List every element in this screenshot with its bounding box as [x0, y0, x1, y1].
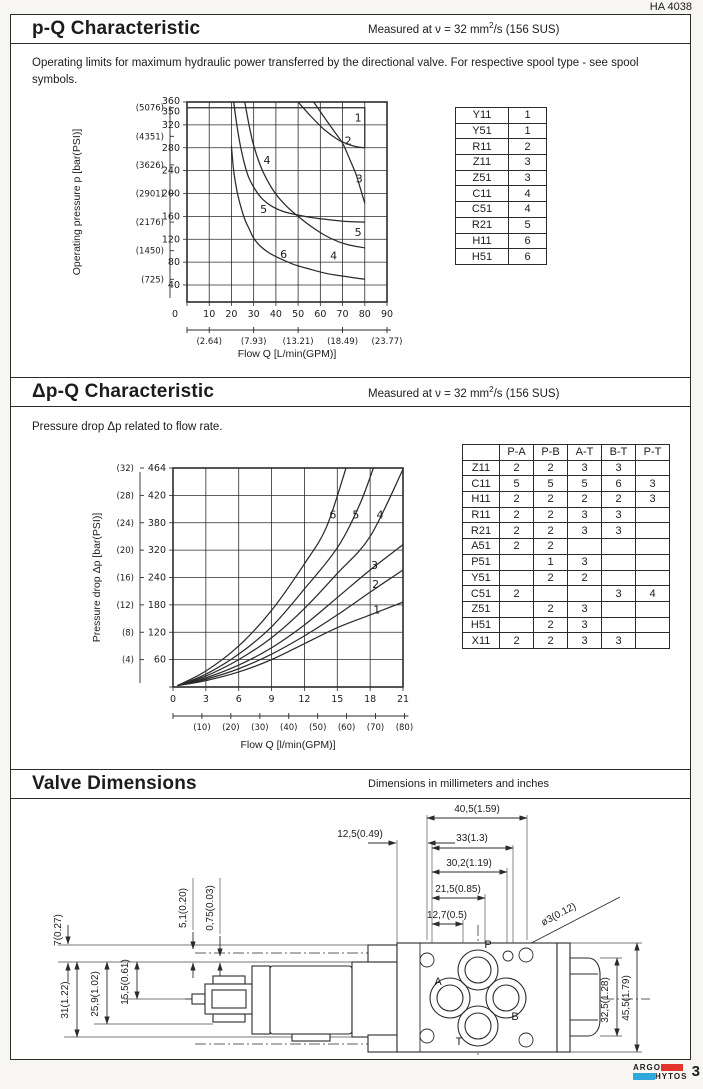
svg-text:(28): (28): [116, 491, 134, 502]
svg-text:50: 50: [292, 309, 305, 320]
table-cell: C11: [456, 186, 509, 202]
svg-text:(10): (10): [193, 723, 211, 733]
table-cell: 5: [500, 476, 534, 492]
chart-axis-titles: [71, 129, 336, 360]
table-header-cell: A-T: [568, 445, 602, 461]
svg-text:6: 6: [280, 248, 288, 262]
svg-text:350: 350: [161, 106, 180, 118]
table-row: [456, 123, 547, 139]
svg-text:4: 4: [263, 153, 271, 167]
table-cell: 2: [534, 507, 568, 523]
svg-text:120: 120: [147, 627, 166, 639]
table-cell: H11: [456, 233, 509, 249]
table-cell: 6: [602, 476, 636, 492]
table-row: [463, 460, 670, 476]
table-cell: Y51: [463, 570, 500, 586]
table-header-cell: P-B: [534, 445, 568, 461]
svg-text:80: 80: [358, 309, 371, 320]
svg-text:4: 4: [330, 249, 338, 263]
logo-blue-block: [633, 1073, 655, 1080]
svg-text:(2901): (2901): [135, 189, 164, 200]
table-cell: 2: [500, 539, 534, 555]
chart-axis-labels: [162, 96, 393, 320]
section-title-pq: p-Q Characteristic: [32, 17, 201, 39]
chart-secondary-y-axis: [170, 106, 174, 298]
chart-secondary-y-axis: [140, 468, 144, 683]
table-row: [463, 523, 670, 539]
table-cell: 1: [509, 123, 547, 139]
svg-text:60: 60: [153, 654, 166, 666]
table-cell: [636, 507, 670, 523]
measured-note-pq: [368, 21, 559, 36]
table-cell: [602, 601, 636, 617]
dim-label: 40,5(1.59): [454, 804, 500, 815]
dp_table: [462, 444, 670, 649]
table-header-cell: [463, 445, 500, 461]
table-cell: 5: [509, 217, 547, 233]
table-cell: [636, 554, 670, 570]
svg-text:360: 360: [161, 96, 180, 107]
svg-text:180: 180: [147, 599, 166, 611]
table-cell: [636, 523, 670, 539]
table-cell: 6: [509, 233, 547, 249]
dim-label: 30,2(1.19): [446, 858, 492, 869]
table-header-cell: B-T: [602, 445, 636, 461]
svg-text:Pressure drop Δp [bar(PSI)]: Pressure drop Δp [bar(PSI)]: [91, 512, 103, 643]
table-cell: 2: [500, 633, 534, 649]
table-cell: 2: [534, 492, 568, 508]
port-label-t: T: [455, 1036, 463, 1048]
chart-secondary-x-axis: [173, 713, 408, 719]
svg-text:(4351): (4351): [135, 132, 164, 143]
svg-text:(50): (50): [308, 723, 327, 733]
table-cell: [500, 601, 534, 617]
table-cell: 3: [602, 507, 636, 523]
svg-text:(16): (16): [116, 573, 134, 584]
table-cell: 3: [602, 586, 636, 602]
table-cell: 2: [534, 617, 568, 633]
section-header-pq: [10, 14, 691, 44]
table-cell: 2: [568, 492, 602, 508]
svg-text:5: 5: [352, 508, 360, 522]
svg-text:90: 90: [380, 309, 394, 320]
chart-curve-2: [177, 570, 403, 686]
measured-pre: Measured at ν = 32 mm: [368, 23, 490, 36]
table-cell: 2: [534, 601, 568, 617]
svg-text:12: 12: [298, 694, 311, 705]
svg-text:160: 160: [161, 211, 180, 223]
table-row: [456, 217, 547, 233]
svg-text:(70): (70): [366, 723, 385, 733]
table-header-cell: P-A: [500, 445, 534, 461]
table-cell: 4: [509, 186, 547, 202]
svg-text:30: 30: [247, 309, 260, 320]
table-cell: [568, 586, 602, 602]
table-cell: H51: [456, 249, 509, 265]
table-cell: [500, 617, 534, 633]
table-row: [463, 570, 670, 586]
doc-number: HA 4038: [649, 1, 692, 13]
svg-text:(20): (20): [116, 546, 134, 557]
chart-curve-5: [177, 468, 373, 686]
table-cell: [636, 601, 670, 617]
svg-text:10: 10: [203, 309, 216, 320]
table-cell: 1: [509, 108, 547, 124]
table-cell: Y51: [456, 123, 509, 139]
brand-name-bottom: HYTOS: [655, 1071, 688, 1081]
measured-post: /s (156 SUS): [493, 23, 560, 36]
svg-text:120: 120: [161, 234, 180, 246]
svg-text:(24): (24): [116, 518, 134, 529]
svg-text:(4): (4): [121, 655, 134, 666]
dpq-chart: [30, 440, 450, 765]
svg-text:(12): (12): [116, 600, 134, 611]
svg-text:380: 380: [147, 517, 166, 529]
svg-text:200: 200: [161, 188, 180, 200]
svg-text:(20): (20): [222, 723, 240, 733]
table-cell: 5: [534, 476, 568, 492]
table-cell: R11: [456, 139, 509, 155]
table-row: [463, 507, 670, 523]
pq-description: Operating limits for maximum hydraulic power transferred by the directional valve. For respective spool type - see spool symbols.: [32, 57, 639, 86]
table-cell: P51: [463, 554, 500, 570]
table-cell: 2: [568, 570, 602, 586]
svg-text:80: 80: [167, 257, 180, 269]
valve-subtitle: Dimensions in millimeters and inches: [368, 778, 549, 790]
dim-label: 12,5(0.49): [337, 829, 383, 840]
port-label-a: A: [434, 976, 442, 988]
table-cell: 3: [602, 633, 636, 649]
table-cell: [534, 586, 568, 602]
measured-sup: 2: [489, 384, 494, 394]
svg-text:(13.21): (13.21): [282, 337, 314, 347]
dim-label: 45,5(1.79): [621, 975, 632, 1021]
table-cell: [602, 539, 636, 555]
table-cell: 6: [509, 249, 547, 265]
table-cell: R21: [463, 523, 500, 539]
table-cell: 2: [602, 492, 636, 508]
chart-curve-4: [245, 102, 365, 248]
svg-text:1: 1: [354, 111, 362, 125]
table-cell: C51: [463, 586, 500, 602]
page-number: 3: [691, 1063, 700, 1080]
svg-text:0: 0: [169, 694, 177, 705]
dim-label: 5,1(0.20): [178, 887, 189, 929]
svg-text:18: 18: [364, 694, 377, 705]
svg-text:(2176): (2176): [135, 218, 164, 229]
svg-text:320: 320: [161, 119, 180, 131]
table-cell: 5: [568, 476, 602, 492]
table-row: [463, 617, 670, 633]
measured-sup: 2: [489, 21, 494, 31]
svg-text:(3626): (3626): [135, 160, 164, 171]
table-cell: [636, 617, 670, 633]
svg-text:40: 40: [269, 309, 282, 320]
table-cell: 3: [509, 170, 547, 186]
measured-pre: Measured at ν = 32 mm: [368, 387, 490, 400]
section-title-dpq: Δp-Q Characteristic: [32, 381, 215, 402]
table-cell: 3: [568, 617, 602, 633]
svg-text:3: 3: [371, 559, 379, 573]
dim-label: 32,5(1.28): [600, 977, 611, 1023]
svg-text:(80): (80): [395, 723, 414, 733]
svg-text:4: 4: [376, 508, 384, 522]
table-cell: 3: [568, 507, 602, 523]
dim-label: ø3(0.12): [539, 901, 579, 929]
measured-post: /s (156 SUS): [493, 387, 560, 400]
table-cell: [602, 617, 636, 633]
chart-secondary-x-axis: [187, 327, 391, 333]
svg-text:15: 15: [331, 694, 344, 705]
table-cell: [636, 539, 670, 555]
svg-text:2: 2: [344, 134, 352, 148]
svg-text:(8): (8): [121, 628, 134, 639]
svg-text:6: 6: [235, 694, 242, 705]
dim-label: 25,9(1.02): [90, 971, 101, 1017]
table-cell: 3: [568, 554, 602, 570]
svg-text:(18.49): (18.49): [327, 337, 359, 347]
table-cell: 2: [534, 539, 568, 555]
table-cell: [636, 570, 670, 586]
chart-border: [187, 102, 387, 302]
svg-text:Flow Q [l/min(GPM)]: Flow Q [l/min(GPM)]: [240, 739, 336, 751]
section-header-dpq: [10, 377, 691, 407]
svg-text:240: 240: [147, 572, 166, 584]
table-cell: C51: [456, 202, 509, 218]
svg-text:280: 280: [161, 142, 180, 154]
spool-curve-table: [455, 107, 547, 265]
table-cell: R21: [456, 217, 509, 233]
svg-text:(23.77): (23.77): [371, 337, 403, 347]
svg-text:20: 20: [225, 309, 238, 320]
svg-text:(40): (40): [280, 723, 298, 733]
table-row: [463, 601, 670, 617]
svg-text:320: 320: [147, 545, 166, 557]
spool_table: [455, 107, 547, 265]
table-cell: [636, 460, 670, 476]
svg-text:(2.64): (2.64): [196, 337, 223, 347]
table-cell: 2: [534, 570, 568, 586]
table-cell: 2: [500, 523, 534, 539]
svg-text:(60): (60): [337, 723, 356, 733]
table-cell: 3: [602, 460, 636, 476]
chart-secondary-x-labels: [193, 723, 413, 733]
table-cell: 2: [500, 460, 534, 476]
svg-text:240: 240: [161, 165, 180, 177]
table-cell: R11: [463, 507, 500, 523]
section-header-valve: [10, 769, 691, 799]
table-cell: X11: [463, 633, 500, 649]
svg-text:(5076): (5076): [135, 103, 164, 114]
svg-text:0: 0: [171, 309, 179, 320]
svg-text:Operating pressure p [bar(PSI): Operating pressure p [bar(PSI)]: [71, 128, 83, 276]
table-cell: Z11: [463, 460, 500, 476]
measured-note-dpq: [368, 385, 559, 400]
table-cell: 3: [602, 523, 636, 539]
svg-text:2: 2: [372, 577, 380, 591]
svg-text:5: 5: [354, 225, 362, 239]
table-cell: [500, 570, 534, 586]
brand-name-top: ARGO: [633, 1062, 661, 1072]
table-cell: 2: [534, 460, 568, 476]
valve-drawing: [10, 800, 692, 1060]
svg-text:40: 40: [167, 280, 180, 291]
table-cell: 2: [500, 492, 534, 508]
port-label-p: P: [484, 939, 492, 951]
table-cell: H51: [463, 617, 500, 633]
chart-secondary-y-labels: [117, 464, 134, 666]
table-cell: 2: [500, 586, 534, 602]
table-cell: 4: [509, 202, 547, 218]
svg-text:(1450): (1450): [135, 246, 164, 257]
svg-text:3: 3: [202, 694, 209, 705]
table-cell: 3: [636, 476, 670, 492]
table-row: [463, 586, 670, 602]
table-row: [463, 539, 670, 555]
valve-body-outline: [192, 943, 600, 1052]
table-cell: 2: [534, 633, 568, 649]
svg-text:60: 60: [314, 309, 327, 320]
svg-text:1: 1: [373, 603, 381, 617]
section-title-valve: Valve Dimensions: [32, 773, 197, 794]
table-row: [456, 139, 547, 155]
svg-text:6: 6: [329, 508, 337, 522]
table-cell: 4: [636, 586, 670, 602]
chart-secondary-y-labels: [136, 104, 164, 286]
table-cell: 2: [500, 507, 534, 523]
pressure-drop-table: [462, 444, 670, 649]
svg-text:Flow Q [L/min(GPM)]: Flow Q [L/min(GPM)]: [237, 348, 337, 360]
svg-text:(30): (30): [251, 723, 269, 733]
table-row: [463, 554, 670, 570]
table-cell: [500, 554, 534, 570]
table-row: [463, 492, 670, 508]
table-cell: 3: [568, 523, 602, 539]
pq-chart: [30, 95, 450, 365]
table-cell: C11: [463, 476, 500, 492]
logo-red-block: [661, 1064, 683, 1071]
dim-label: 33(1.3): [456, 833, 488, 844]
dim-label: 0,75(0.03): [205, 885, 216, 931]
table-cell: 3: [568, 601, 602, 617]
dim-label: 31(1.22): [60, 981, 71, 1019]
table-row: [456, 170, 547, 186]
table-cell: Z11: [456, 155, 509, 171]
table-row: [456, 186, 547, 202]
table-cell: 3: [509, 155, 547, 171]
table-cell: [636, 633, 670, 649]
dim-label: 7(0.27): [53, 914, 64, 946]
svg-text:70: 70: [336, 309, 349, 320]
table-row: [456, 249, 547, 265]
table-cell: 1: [534, 554, 568, 570]
svg-text:21: 21: [396, 694, 410, 705]
table-row: [456, 202, 547, 218]
dim-label: 21,5(0.85): [435, 884, 481, 895]
table-row: [456, 155, 547, 171]
chart-secondary-x-labels: [196, 337, 402, 347]
svg-text:3: 3: [355, 172, 363, 186]
dim-label: 12,7(0.5): [426, 910, 468, 921]
table-cell: 3: [636, 492, 670, 508]
table-cell: Y11: [456, 108, 509, 124]
svg-text:5: 5: [260, 202, 268, 216]
chart-curves: [177, 468, 403, 686]
table-row: [463, 476, 670, 492]
brand-logo: [633, 1063, 691, 1081]
table-row: [456, 108, 547, 124]
svg-text:464: 464: [147, 463, 166, 474]
table-cell: [602, 554, 636, 570]
svg-text:(725): (725): [141, 275, 164, 286]
table-cell: Z51: [456, 170, 509, 186]
svg-text:(7.93): (7.93): [240, 337, 267, 347]
dim-label: 15,5(0.61): [120, 959, 131, 1005]
table-cell: 2: [509, 139, 547, 155]
table-row: [463, 633, 670, 649]
svg-text:(32): (32): [116, 464, 134, 474]
table-cell: 3: [568, 460, 602, 476]
dpq-description: Pressure drop Δp related to flow rate.: [32, 421, 223, 433]
port-label-b: B: [511, 1011, 519, 1023]
table-row: [456, 233, 547, 249]
table-cell: A51: [463, 539, 500, 555]
table-cell: Z51: [463, 601, 500, 617]
table-cell: H11: [463, 492, 500, 508]
table-cell: 3: [568, 633, 602, 649]
table-cell: 2: [534, 523, 568, 539]
svg-text:9: 9: [268, 694, 275, 705]
chart-grid: [169, 468, 403, 691]
table-header-cell: P-T: [636, 445, 670, 461]
table-cell: [568, 539, 602, 555]
table-cell: [602, 570, 636, 586]
svg-text:420: 420: [147, 490, 166, 502]
